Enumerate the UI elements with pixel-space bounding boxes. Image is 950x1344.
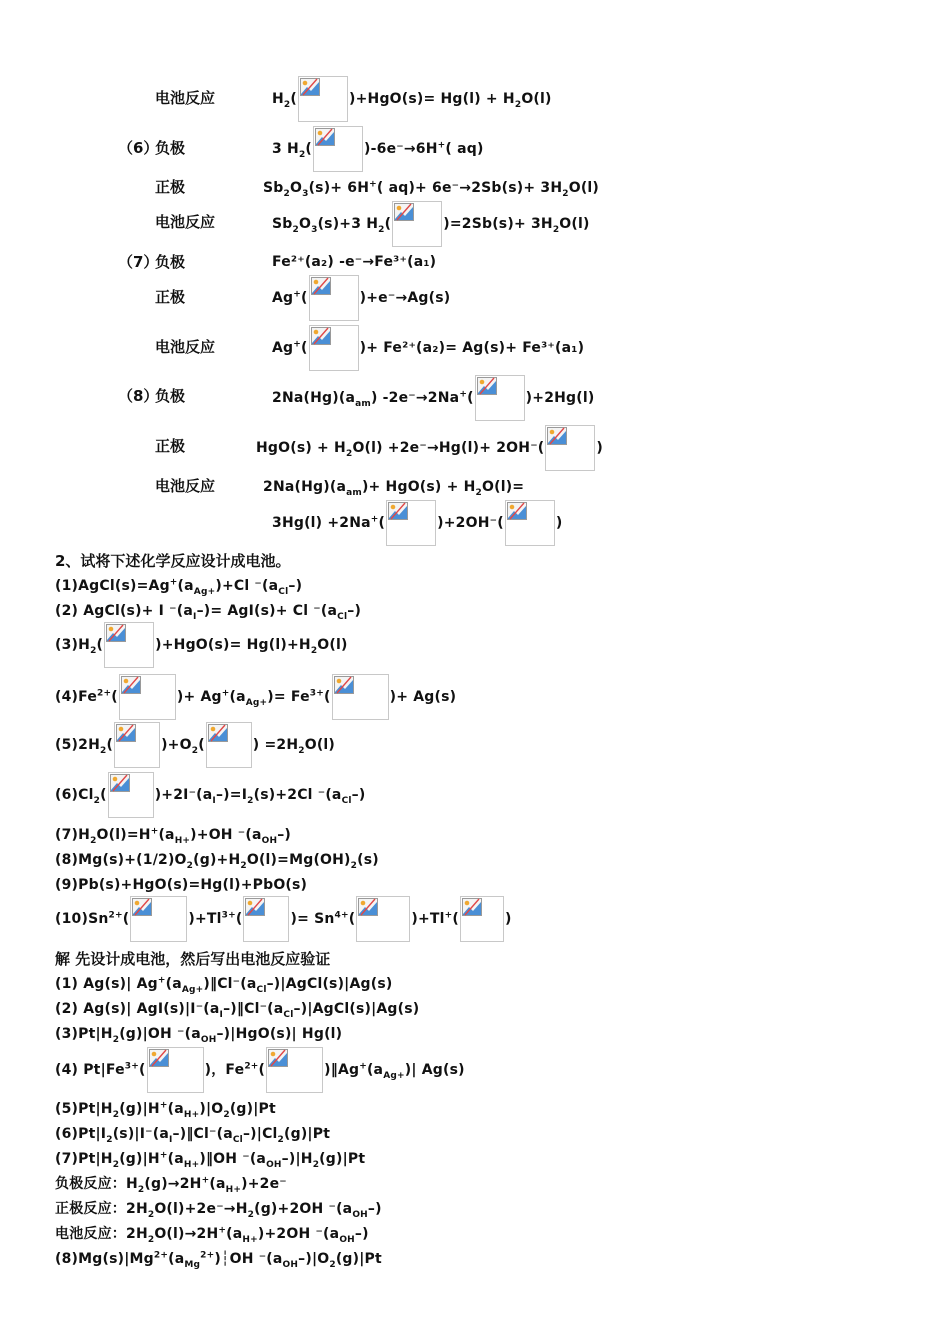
reaction-line: $(10)Sn^{2+}$( )$+Tl^{3+}$( )= $Sn^{4+}$( )+Tl+( )	[55, 896, 512, 942]
reaction-line: 正极反应：$2H_2O(l)+2e^-\to H_2(g)+2OH$ $^-(a_{OH}-)$	[55, 1201, 382, 1220]
broken-image-icon	[332, 674, 389, 720]
broken-image-icon	[108, 772, 154, 818]
cell-line: (4) $Pt|Fe^{3+}$( )，$Fe^{2+}$( )$‖Ag^+(a_{Ag+})|$ Ag(s)	[55, 1047, 465, 1093]
broken-image-icon	[392, 201, 442, 247]
equation-line: $HgO(s) + H_2O(l) +2e^-\to Hg(l)+ 2OH^-$( )	[256, 425, 603, 471]
label-battery-reaction: 电池反应	[155, 338, 216, 356]
broken-image-icon	[505, 500, 555, 546]
cell-line: (1) Ag(s)| $Ag^+(a_{Ag+})‖Cl^-(a_{Cl}-)|AgCl(s)|Ag(s)$	[55, 975, 393, 995]
reaction-line: $(1)AgCl(s)=Ag^+(a_{Ag+})+Cl$ $^-(a_{Cl}-)$	[55, 577, 303, 597]
cell-line: $(8)Mg(s)|Mg^{2+}(a_{Mg}^{2+})┆OH$ $^-(a_{OH}-)|O_2(g)|Pt$	[55, 1250, 382, 1270]
label-negative: 负极	[155, 139, 186, 157]
broken-image-icon	[475, 375, 525, 421]
equation-line: Ag+( )+e⁻→Ag(s)	[272, 275, 450, 321]
reaction-line: (9)Pb(s)+HgO(s)=Hg(l)+PbO(s)	[55, 877, 308, 893]
broken-image-icon	[356, 896, 410, 942]
reaction-line: $(6)Cl_2$( )$+2I^-(a_I-)=I_2(s)+2Cl$ $^-(a_{Cl}-)$	[55, 772, 365, 818]
equation-line: Fe²⁺(a₂) -e⁻→Fe³⁺(a₁)	[272, 254, 437, 270]
equation-line: 3 $H_2$( )-6e⁻→6H+( aq)	[272, 126, 484, 172]
equation-line: $H_2$( )$+HgO(s)= Hg(l) + H_2O(l)$	[272, 76, 552, 122]
label-battery-reaction: 电池反应	[155, 477, 216, 495]
cell-line: $(7)Pt|H_2(g)|H^+(a_{H+})‖OH$ $^-(a_{OH}-)|H_2(g)|Pt$	[55, 1150, 366, 1170]
equation-line: $2Na(Hg)(a_{am})$ -2e⁻→2Na+( )+2Hg(l)	[272, 375, 594, 421]
equation-line: $2Na(Hg)(a_{am})+ HgO(s) + H_2O(l)=$	[263, 479, 525, 498]
reaction-line: 负极反应：$H_2(g)\to 2H^+(a_{H+})+2e^-$	[55, 1175, 287, 1195]
equation-line: Ag+( )+ Fe²⁺(a₂)= Ag(s)+ Fe³⁺(a₁)	[272, 325, 584, 371]
reaction-line: 电池反应：$2H_2O(l)\to 2H^+(a_{H+})+2OH$ $^-(a_{OH}-)$	[55, 1225, 369, 1245]
reaction-line: $(3)H_2$( )$+HgO(s)= Hg(l)+H_2O(l)$	[55, 622, 348, 668]
cell-line: $(3)Pt|H_2(g)|OH$ $^-(a_{OH}-)|HgO(s)|$ Hg(l)	[55, 1026, 343, 1045]
broken-image-icon	[130, 896, 187, 942]
equation-line: $Sb_2O_3(s)+3$ $H_2$( )$=2Sb(s)+ 3H_2O(l)$	[272, 201, 590, 247]
item-number: （6）	[118, 139, 159, 157]
broken-image-icon	[104, 622, 154, 668]
broken-image-icon	[119, 674, 176, 720]
reaction-line: $(8)Mg(s)+(1/2)O_2(g)+H_2O(l)=Mg(OH)_2(s)$	[55, 852, 379, 871]
broken-image-icon	[266, 1047, 323, 1093]
label-positive: 正极	[155, 437, 186, 455]
broken-image-icon	[386, 500, 436, 546]
reaction-line: (2) AgCl(s)+ I $^-(a_I-)= AgI(s)+ Cl$ $^-(a_{Cl}-)$	[55, 603, 362, 622]
broken-image-icon	[309, 325, 359, 371]
label-positive: 正极	[155, 288, 186, 306]
reaction-line: $(5)2H_2$( )$+O_2$( ) $=2H_2O(l)$	[55, 722, 335, 768]
solution-heading: 解 先设计成电池，然后写出电池反应验证	[55, 950, 331, 968]
broken-image-icon	[206, 722, 252, 768]
label-battery-reaction: 电池反应	[155, 89, 216, 107]
label-negative: 负极	[155, 253, 186, 271]
cell-line: (2) Ag(s)| $AgI(s)|I^-(a_I-)‖Cl^-(a_{Cl}-)|AgCl(s)|Ag(s)$	[55, 1001, 420, 1020]
broken-image-icon	[298, 76, 348, 122]
equation-line: 3Hg(l) +2Na+( )+2OH⁻( )	[272, 500, 562, 546]
broken-image-icon	[313, 126, 363, 172]
reaction-line: $(4)Fe^{2+}$( )+ $Ag^+(a_{Ag+})= Fe^{3+}$( )+ Ag(s)	[55, 674, 456, 720]
broken-image-icon	[309, 275, 359, 321]
cell-line: $(6)Pt|I_2(s)|I^-(a_I-)‖Cl^-(a_{Cl}-)|Cl_2(g)|Pt$	[55, 1126, 331, 1145]
section-heading: 2、试将下述化学反应设计成电池。	[55, 552, 291, 570]
label-negative: 负极	[155, 387, 186, 405]
broken-image-icon	[114, 722, 160, 768]
label-positive: 正极	[155, 178, 186, 196]
reaction-line: $(7)H_2O(l)=H^+(a_{H+})+OH$ $^-(a_{OH}-)$	[55, 826, 292, 846]
broken-image-icon	[545, 425, 595, 471]
cell-line: $(5)Pt|H_2(g)|H^+(a_{H+})|O_2(g)|Pt$	[55, 1100, 276, 1120]
item-number: （7）	[118, 253, 159, 271]
broken-image-icon	[243, 896, 289, 942]
broken-image-icon	[460, 896, 504, 942]
broken-image-icon	[147, 1047, 204, 1093]
label-battery-reaction: 电池反应	[155, 213, 216, 231]
item-number: （8）	[118, 387, 159, 405]
equation-line: $Sb_2O_3(s)+ 6H^+$( $aq)+ 6e^-\to 2Sb(s)+ 3H_2O(l)$	[263, 179, 600, 199]
